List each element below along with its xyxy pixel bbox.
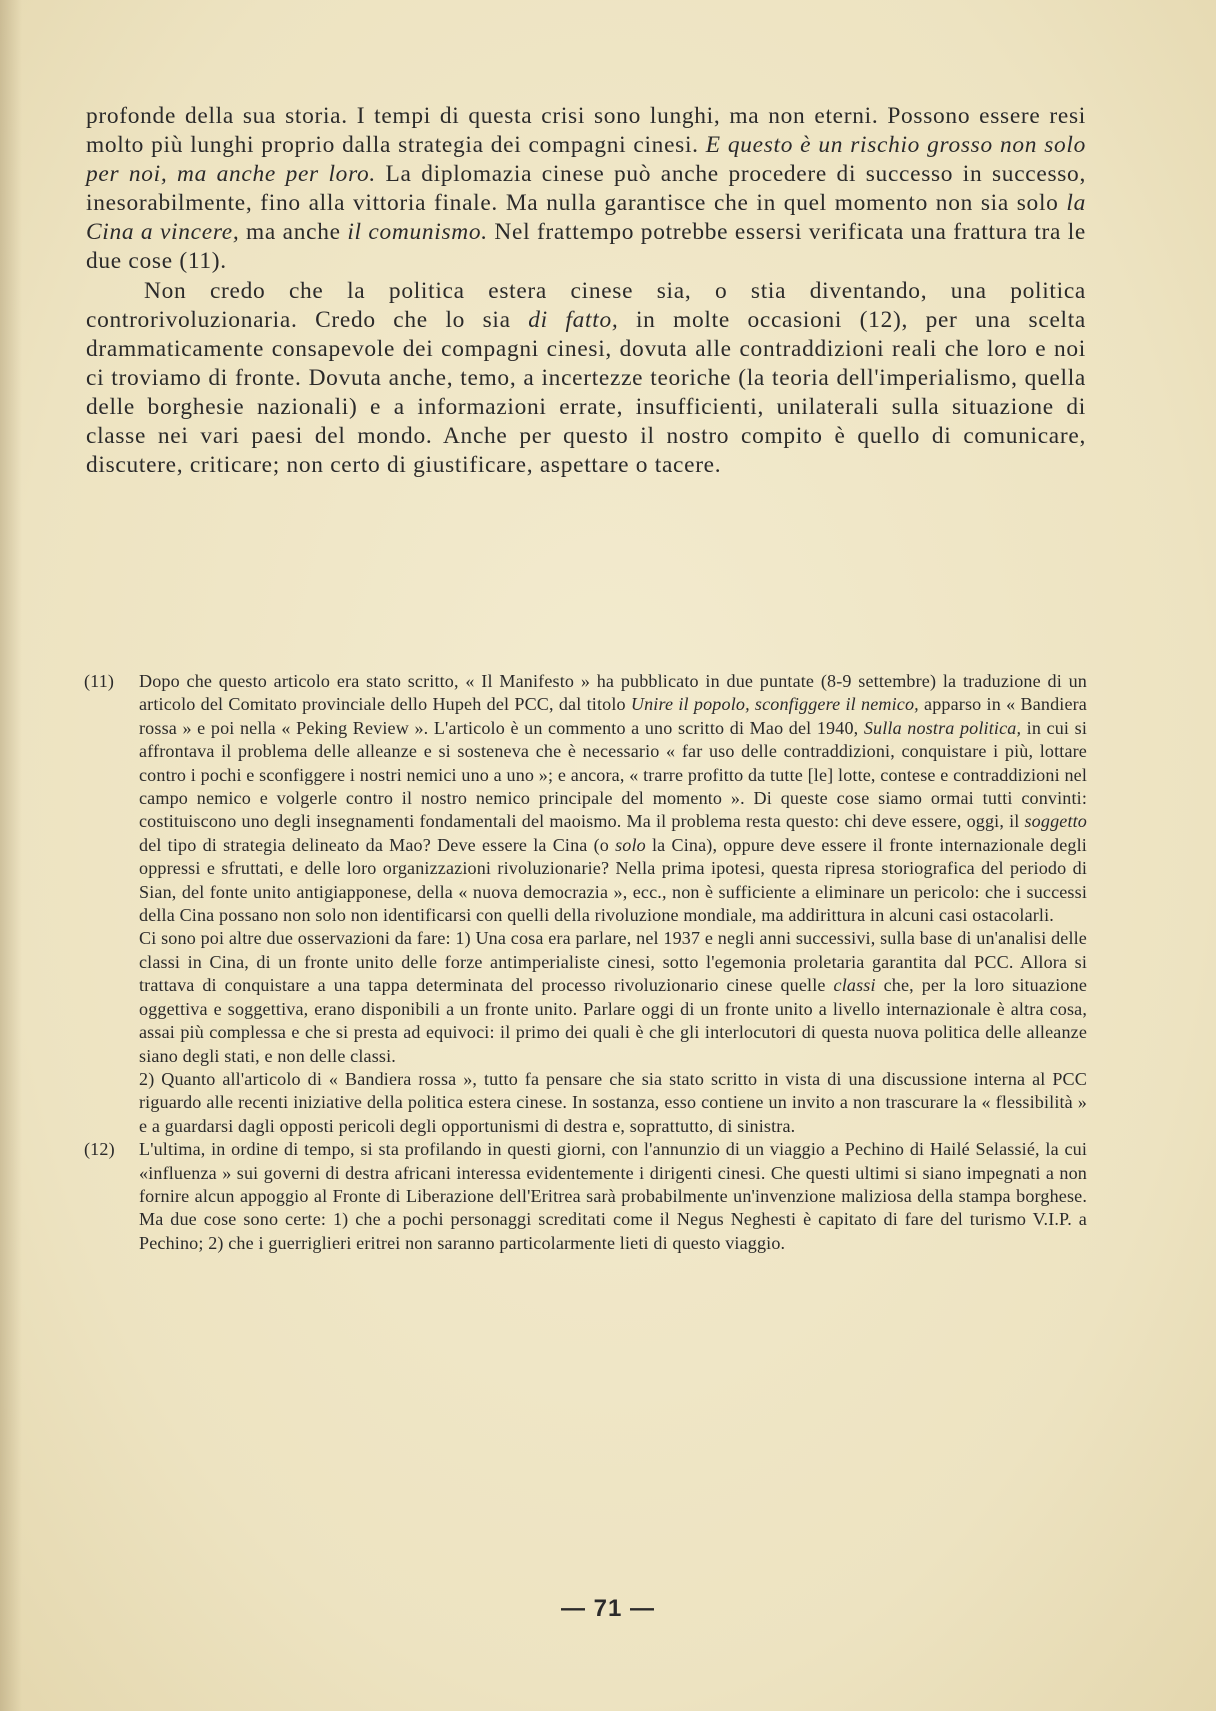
page-number: — 71 —: [560, 1595, 656, 1622]
footnotes: [84, 670, 1087, 1255]
paragraph-2: [86, 277, 1086, 481]
italic-text-run: Unire il popolo, sconfiggere il nemico,: [630, 694, 919, 715]
footnote-paragraph: [139, 927, 1087, 1067]
text-run: che, per la loro situazione oggettiva e soggettiva, erano disponibili a un fronte unito. Parlare oggi di un fronte unito a livello internazionale è altra cosa, assai più complessa e che si presta ad equivoci: il primo dei quali è che gli interlocutori di questa nuova politica delle alleanze siano degli stati, e non delle classi.: [139, 975, 1087, 1066]
text-run: del tipo di strategia delineato da Mao? Deve essere la Cina (o: [139, 834, 616, 855]
text-run: profonde della sua storia. I tempi di questa crisi sono lunghi, ma non eterni. Possono essere resi molto più lunghi proprio dalla strategia dei compagni cinesi.: [86, 103, 1086, 159]
italic-text-run: la Cina a vincere,: [86, 190, 1086, 246]
italic-text-run: E questo è un rischio grosso non solo per noi, ma anche per loro.: [86, 132, 1087, 188]
page-edge-shadow: [0, 0, 22, 1711]
italic-text-run: di fatto,: [528, 306, 619, 333]
footnote-body: [139, 670, 1087, 1138]
text-run: Non credo che la politica estera cinese sia, o stia diventando, una politica controrivoluzionaria. Credo che lo sia: [86, 277, 1086, 333]
main-text: [86, 102, 1086, 480]
text-run: apparso in « Bandiera rossa » e poi nella « Peking Review ». L'articolo è un commento a uno scritto di Mao del 1940,: [139, 694, 1087, 738]
footnote-number: (11): [84, 671, 115, 691]
footnote-number: (12): [84, 1139, 115, 1160]
text-run: in cui si affrontava il problema delle alleanze e si sosteneva che è necessario « far uso delle contraddizioni, conquistare i più, lottare contro i pochi e sconfiggere i nostri nemici uno a uno »; e ancora, « trarre profitto da tutte [le] lotte, contese e contraddizioni nel campo nemico e volgerle contro il nostro nemico principale del momento ». Di queste cose siamo ormai tutti convinti: costituiscono uno degli insegnamenti fondamentali del maoismo. Ma il problema resta questo: chi deve essere, oggi, il: [139, 717, 1087, 832]
text-run: La diplomazia cinese può anche procedere di successo in successo, inesorabilmente, fino alla vittoria finale. Ma nulla garantisce che in quel momento non sia solo: [86, 161, 1086, 217]
text-run: ma anche: [239, 219, 348, 246]
text-run: Nel frattempo potrebbe essersi verificata una frattura tra le due cose (11).: [86, 219, 1087, 275]
italic-text-run: il comunismo.: [347, 219, 488, 246]
italic-text-run: soggetto: [1024, 811, 1087, 832]
text-run: L'ultima, in ordine di tempo, si sta profilando in questi giorni, con l'annunzio di un viaggio a Pechino di Hailé Selassié, la cui «influenza » sui governi di destra africani interessa evidentemente i dirigenti cinesi. Che questi ultimi si siano impegnati a non fornire alcun appoggio al Fronte di Liberazione dell'Eritrea sarà probabilmente un'invenzione maliziosa della stampa borghese. Ma due cose sono certe: 1) che a pochi personaggi screditati come il Negus Neghesti è capitato di fare del turismo V.I.P. a Pechino; 2) che i guerriglieri eritrei non saranno particolarmente lieti di questo viaggio.: [139, 1139, 1087, 1253]
footnote-paragraph: [139, 1068, 1087, 1138]
italic-text-run: solo: [615, 834, 646, 855]
italic-text-run: classi: [833, 975, 876, 996]
text-run: Ci sono poi altre due osservazioni da fare: 1) Una cosa era parlare, nel 1937 e negli anni successivi, sulla base di un'analisi delle classi in Cina, di un fronte unito delle forze antimperialiste cinesi, sotto l'egemonia proletaria garantita dal PCC. Allora si trattava di conquistare a una tappa determinata del processo rivoluzionario cinese quelle: [139, 928, 1087, 996]
text-run: 2) Quanto all'articolo di « Bandiera rossa », tutto fa pensare che sia stato scritto in vista di una discussione interna al PCC riguardo alle recenti iniziative della politica estera cinese. In sostanza, esso contiene un invito a non trascurare la « flessibilità » e a guardarsi dagli opposti pericoli degli opportunismi di destra e, soprattutto, di sinistra.: [139, 1068, 1087, 1136]
footnote-body: [139, 1138, 1087, 1255]
footnote-paragraph: [139, 670, 1087, 927]
footnote-paragraph: [139, 1138, 1087, 1255]
paragraph-1: [86, 102, 1086, 277]
footnote-12: [84, 1138, 1087, 1255]
text-run: la Cina), oppure deve essere il fronte internazionale degli oppressi e sfruttati, e delle loro organizzazioni rivoluzionarie? Nella prima ipotesi, questa ripresa storiografica del periodo di Sian, del fonte unito antigiapponese, della « nuova democrazia », ecc., non è sufficiente a eliminare un pericolo: che i successi della Cina possano non solo non identificarsi con quelli della rivoluzione mondiale, ma addirittura in alcuni casi ostacolarli.: [139, 834, 1087, 926]
italic-text-run: Sulla nostra politica,: [863, 717, 1022, 738]
footnote-11: [84, 670, 1087, 1138]
text-run: in molte occasioni (12), per una scelta drammaticamente consapevole dei compagni cinesi, dovuta alle contraddizioni reali che loro e noi ci troviamo di fronte. Dovuta anche, temo, a incertezze teoriche (la teoria dell'imperialismo, quella delle borghesie nazionali) e a informazioni errate, insufficienti, unilaterali sulla situazione di classe nei vari paesi del mondo. Anche per questo il nostro compito è quello di comunicare, discutere, criticare; non certo di giustificare, aspettare o tacere.: [86, 306, 1087, 479]
text-run: Dopo che questo articolo era stato scritto, « Il Manifesto » ha pubblicato in due puntate (8-9 settembre) la traduzione di un articolo del Comitato provinciale dello Hupeh del PCC, dal titolo: [139, 671, 1087, 715]
